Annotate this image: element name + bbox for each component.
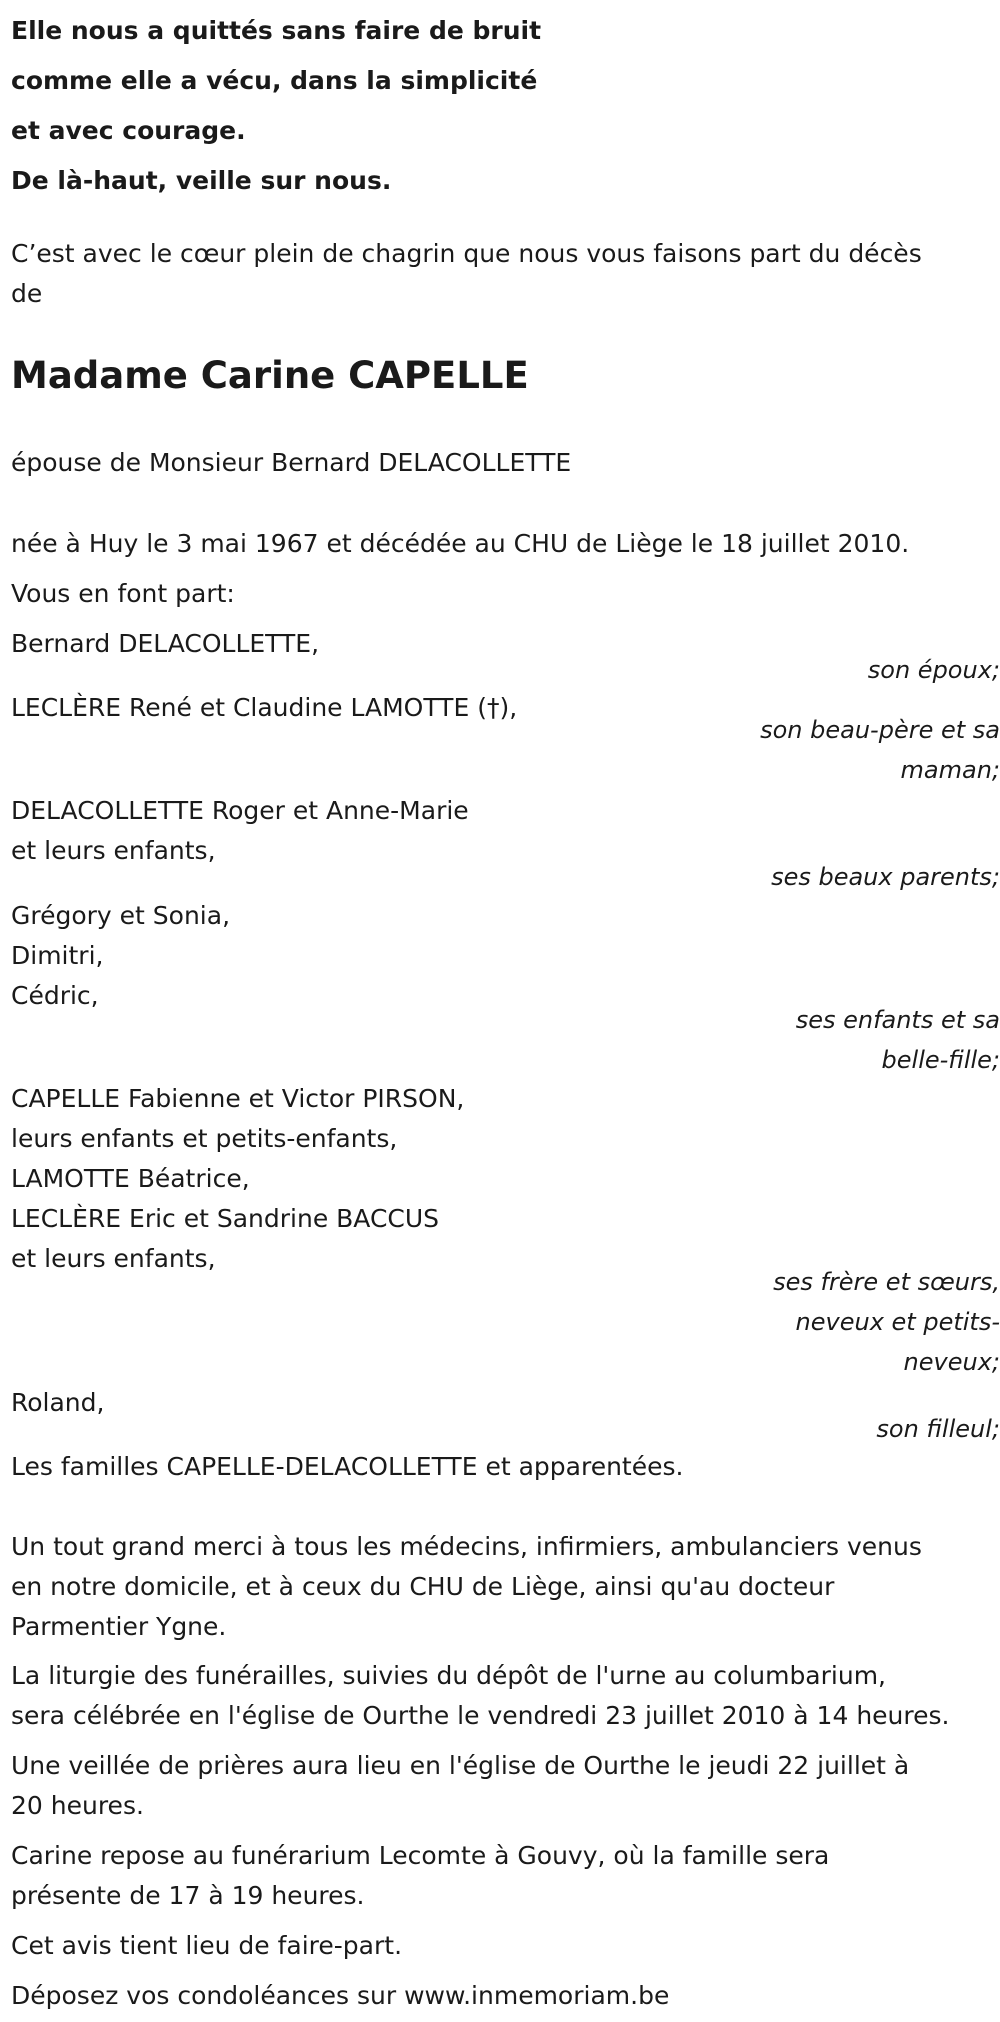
verse-line: De là-haut, veille sur nous. xyxy=(11,166,392,195)
family-names xyxy=(11,688,517,728)
family-name-line: CAPELLE Fabienne et Victor PIRSON, xyxy=(11,1084,465,1113)
family-names xyxy=(11,624,319,664)
relation-line: ses enfants et sa xyxy=(795,1006,1000,1034)
deceased-name: Madame Carine CAPELLE xyxy=(11,354,529,397)
family-relation xyxy=(740,1262,1000,1382)
families-line: Les familles CAPELLE-DELACOLLETTE et apparentées. xyxy=(11,1452,684,1481)
family-name-line: Bernard DELACOLLETTE, xyxy=(11,629,320,658)
family-name-line: et leurs enfants, xyxy=(11,836,216,865)
family-name-line: Cédric, xyxy=(11,981,99,1010)
verse-block xyxy=(11,6,541,206)
family-name-line: et leurs enfants, xyxy=(11,1244,216,1273)
intro-paragraph xyxy=(11,234,922,314)
family-name-line: Dimitri, xyxy=(11,941,104,970)
relation-line: son époux; xyxy=(867,656,1000,684)
family-name-line: LAMOTTE Béatrice, xyxy=(11,1164,250,1193)
announce-line: Vous en font part: xyxy=(11,579,235,608)
intro-line: de xyxy=(11,279,43,308)
family-relation xyxy=(740,857,1000,897)
thanks-paragraph xyxy=(11,1527,922,1647)
family-name-line: LECLÈRE Eric et Sandrine BACCUS xyxy=(11,1204,440,1233)
paragraph-line: La liturgie des funérailles, suivies du dépôt de l'urne au columbarium, xyxy=(11,1661,886,1690)
relation-line: neveux et petits- xyxy=(795,1308,1000,1336)
intro-line: C’est avec le cœur plein de chagrin que nous vous faisons part du décès xyxy=(11,239,922,268)
verse-line: Elle nous a quittés sans faire de bruit xyxy=(11,16,542,45)
family-name-line: leurs enfants et petits-enfants, xyxy=(11,1124,398,1153)
family-names xyxy=(11,896,230,1016)
paragraph-line: en notre domicile, et à ceux du CHU de Liège, ainsi qu'au docteur xyxy=(11,1572,835,1601)
paragraph-line: Carine repose au funérarium Lecomte à Gouvy, où la famille sera xyxy=(11,1841,830,1870)
notice-line: Cet avis tient lieu de faire-part. xyxy=(11,1931,403,1960)
relation-line: maman; xyxy=(900,756,1000,784)
verse-line: comme elle a vécu, dans la simplicité xyxy=(11,66,538,95)
relation-line: ses frère et sœurs, xyxy=(773,1268,1000,1296)
family-relation xyxy=(740,710,1000,790)
family-name-line: DELACOLLETTE Roger et Anne-Marie xyxy=(11,796,469,825)
paragraph-line: Une veillée de prières aura lieu en l'église de Ourthe le jeudi 22 juillet à xyxy=(11,1751,910,1780)
paragraph-line: Parmentier Ygne. xyxy=(11,1612,227,1641)
verse-line: et avec courage. xyxy=(11,116,246,145)
family-name-line: LECLÈRE René et Claudine LAMOTTE (†), xyxy=(11,693,518,722)
family-names xyxy=(11,1383,104,1423)
paragraph-line: présente de 17 à 19 heures. xyxy=(11,1881,365,1910)
relation-line: ses beaux parents; xyxy=(771,863,1000,891)
funeral-paragraph xyxy=(11,1656,949,1736)
family-name-line: Roland, xyxy=(11,1388,105,1417)
paragraph-line: Un tout grand merci à tous les médecins, infirmiers, ambulanciers venus xyxy=(11,1532,922,1561)
birth-death-line: née à Huy le 3 mai 1967 et décédée au CHU de Liège le 18 juillet 2010. xyxy=(11,529,910,558)
relation-line: neveux; xyxy=(903,1348,1000,1376)
family-names xyxy=(11,1079,464,1279)
funerarium-paragraph xyxy=(11,1836,829,1916)
paragraph-line: 20 heures. xyxy=(11,1791,144,1820)
family-relation xyxy=(740,1000,1000,1080)
family-relation xyxy=(740,650,1000,690)
family-relation xyxy=(740,1409,1000,1449)
spouse-line: épouse de Monsieur Bernard DELACOLLETTE xyxy=(11,448,572,477)
family-names xyxy=(11,791,469,871)
relation-line: son filleul; xyxy=(876,1415,1000,1443)
condolences-line[interactable]: Déposez vos condoléances sur www.inmemoriam.be xyxy=(11,1981,670,2010)
relation-line: son beau-père et sa xyxy=(760,716,1000,744)
family-name-line: Grégory et Sonia, xyxy=(11,901,231,930)
vigil-paragraph xyxy=(11,1746,909,1826)
relation-line: belle-fille; xyxy=(881,1046,1000,1074)
paragraph-line: sera célébrée en l'église de Ourthe le vendredi 23 juillet 2010 à 14 heures. xyxy=(11,1701,950,1730)
